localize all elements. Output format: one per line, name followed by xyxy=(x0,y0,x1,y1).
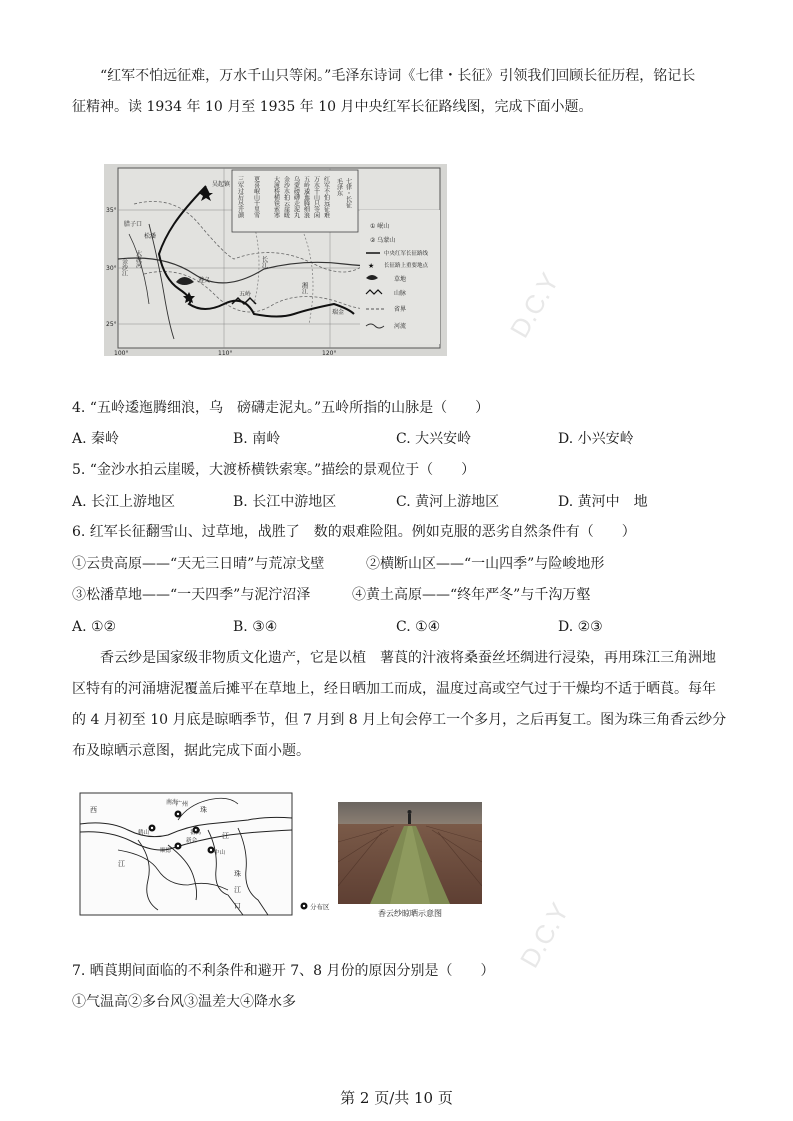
place-label: 五岭 xyxy=(239,291,252,298)
lat-label: 25° xyxy=(106,321,117,328)
q5-stem: 5. “金沙水拍云崖暖，大渡桥横铁索寒。”描绘的景观位于（ ） xyxy=(72,462,476,478)
watermark: D.C.Y xyxy=(503,267,565,343)
passage-line: 区特有的河涌塘泥覆盖后摊平在草地上，经日晒加工而成，温度过高或空气过于干燥均不适于晒莨。每年 xyxy=(72,681,716,697)
q4-option-d[interactable]: D. 小兴安岭 xyxy=(558,431,634,447)
lat-label: 30° xyxy=(106,265,117,272)
passage-line: 布及晾晒示意图，据此完成下面小题。 xyxy=(72,743,310,759)
map-label: 西 xyxy=(90,806,97,814)
map-label: 顺德 xyxy=(160,848,172,854)
poem-col: 乌蒙磅礴走泥丸 xyxy=(292,176,300,218)
q6-item-4: ④黄土高原——“终年严冬”与千沟万壑 xyxy=(352,587,591,603)
map-label: 中山 xyxy=(214,850,226,856)
q4-stem: 4. “五岭逶迤腾细浪，乌 磅礴走泥丸。”五岭所指的山脉是（ ） xyxy=(72,400,490,416)
q6-item-3: ③松潘草地——“一天四季”与泥泞沼泽 xyxy=(72,587,311,603)
map-label: 口 xyxy=(234,902,241,910)
q5-option-c[interactable]: C. 黄河上游地区 xyxy=(396,494,500,510)
q6-item-2: ②横断山区——“一山四季”与险峻地形 xyxy=(366,556,605,572)
lat-label: 35° xyxy=(106,207,117,214)
poem-col: 大渡桥横铁索寒 xyxy=(272,176,280,218)
poem-col: 金沙水拍云崖暖 xyxy=(282,176,290,218)
lon-label: 100° xyxy=(114,350,129,356)
q5-option-a[interactable]: A. 长江上游地区 xyxy=(72,494,176,510)
long-march-map xyxy=(104,164,447,356)
map-label: 江 xyxy=(222,832,229,840)
poem-col: 三军过后尽开颜 xyxy=(236,176,244,218)
q7-stem: 7. 晒莨期间面临的不利条件和避开 7、8 月份的原因分别是（ ） xyxy=(72,963,495,979)
map-label: 新会 xyxy=(186,838,198,844)
map-legend-label: 分布区 xyxy=(310,903,330,911)
location-pin-icon xyxy=(175,811,182,818)
map-label: 番禺 xyxy=(190,830,202,836)
passage-line: 香云纱是国家级非物质文化遗产，它是以植 薯莨的汁液将桑蚕丝坯绸进行浸染，再用珠江三角洲地 xyxy=(100,650,716,666)
intro-line: “红军不怕远征难，万水千山只等闲。”毛泽东诗词《七律・长征》引领我们回顾长征历程，铭记长 xyxy=(100,68,696,84)
pearl-river-map xyxy=(78,790,340,918)
q6-option-b[interactable]: B. ③④ xyxy=(233,619,278,635)
map-label: 江 xyxy=(234,886,241,894)
lon-label: 120° xyxy=(322,350,337,356)
place-label: 湘江 xyxy=(300,282,308,294)
watermark: D.C.Y xyxy=(513,897,575,973)
q4-option-c[interactable]: C. 大兴安岭 xyxy=(396,431,472,447)
passage-line: 的 4 月初至 10 月底是晾晒季节，但 7 月到 8 月上旬会停工一个多月，之后再复工。图为珠三角香云纱分 xyxy=(72,712,727,728)
q6-item-1: ①云贵高原——“天无三日晴”与荒凉戈壁 xyxy=(72,556,325,572)
place-label: 松潘 xyxy=(144,233,157,240)
q6-option-d[interactable]: D. ②③ xyxy=(558,619,603,635)
star-icon: ★ xyxy=(368,262,375,270)
legend-item: 长征路上重要地点 xyxy=(384,263,429,269)
pearl-river-map-svg xyxy=(78,790,340,918)
q6-stem: 6. 红军长征翻雪山、过草地，战胜了 数的艰难险阻。例如克服的恶劣自然条件有（ ） xyxy=(72,524,636,540)
place-label: 大渡河 xyxy=(134,250,142,268)
long-march-map-svg xyxy=(104,164,447,356)
place-label: 金沙江 xyxy=(120,258,128,276)
q5-option-d[interactable]: D. 黄河中 地 xyxy=(558,494,648,510)
place-label: 瑞金 xyxy=(332,309,345,316)
q6-option-a[interactable]: A. ①② xyxy=(72,619,117,635)
place-label: 遵义 xyxy=(198,277,211,284)
drying-photo xyxy=(338,802,482,920)
poem-author: 毛泽东 xyxy=(335,178,343,196)
poem-col: 万水千山只等闲 xyxy=(312,176,320,218)
intro-line: 征精神。读 1934 年 10 月至 1935 年 10 月中央红军长征路线图，完成下面小题。 xyxy=(72,99,593,115)
drying-photo-svg xyxy=(338,802,482,920)
legend-item: 草地 xyxy=(394,276,407,283)
q4-option-b[interactable]: B. 南岭 xyxy=(233,431,281,447)
map-label: 江 xyxy=(118,860,125,868)
map-label: 广州 xyxy=(176,801,189,808)
q4-option-a[interactable]: A. 秦岭 xyxy=(72,431,120,447)
q5-option-b[interactable]: B. 长江中游地区 xyxy=(233,494,337,510)
poem-col: 红军不怕远征难 xyxy=(322,176,330,218)
map-label: 珠 xyxy=(234,870,241,878)
location-pin-icon xyxy=(301,903,308,910)
map-label: 珠 xyxy=(200,806,207,814)
q7-items: ①气温高②多台风③温差大④降水多 xyxy=(72,994,296,1010)
lon-label: 110° xyxy=(218,350,233,356)
place-label: 长江 xyxy=(260,256,268,268)
location-pin-icon xyxy=(175,843,182,850)
poem-col: 五岭逶迤腾细浪 xyxy=(302,176,310,218)
photo-caption: 香云纱晾晒示意图 xyxy=(378,909,442,918)
q6-option-c[interactable]: C. ①④ xyxy=(396,619,441,635)
location-pin-icon xyxy=(149,825,156,832)
legend-item: 山脉 xyxy=(394,290,407,297)
legend-item: 中央红军长征路线 xyxy=(384,251,429,257)
page-number: 第 2 页/共 10 页 xyxy=(340,1089,453,1107)
poem-col: 更喜岷山千里雪 xyxy=(252,176,260,218)
map-label: 南海 xyxy=(166,799,179,806)
place-label: 腊子口 xyxy=(124,221,143,228)
poem-title: 七律・长征 xyxy=(344,178,352,208)
map-label: 鹤山 xyxy=(138,830,150,836)
legend-item: ② 乌蒙山 xyxy=(370,237,396,244)
legend-item: 省界 xyxy=(394,306,407,313)
legend-item: ① 岷山 xyxy=(370,223,390,230)
place-label: 吴起镇 xyxy=(212,181,231,188)
legend-item: 河流 xyxy=(394,323,407,330)
